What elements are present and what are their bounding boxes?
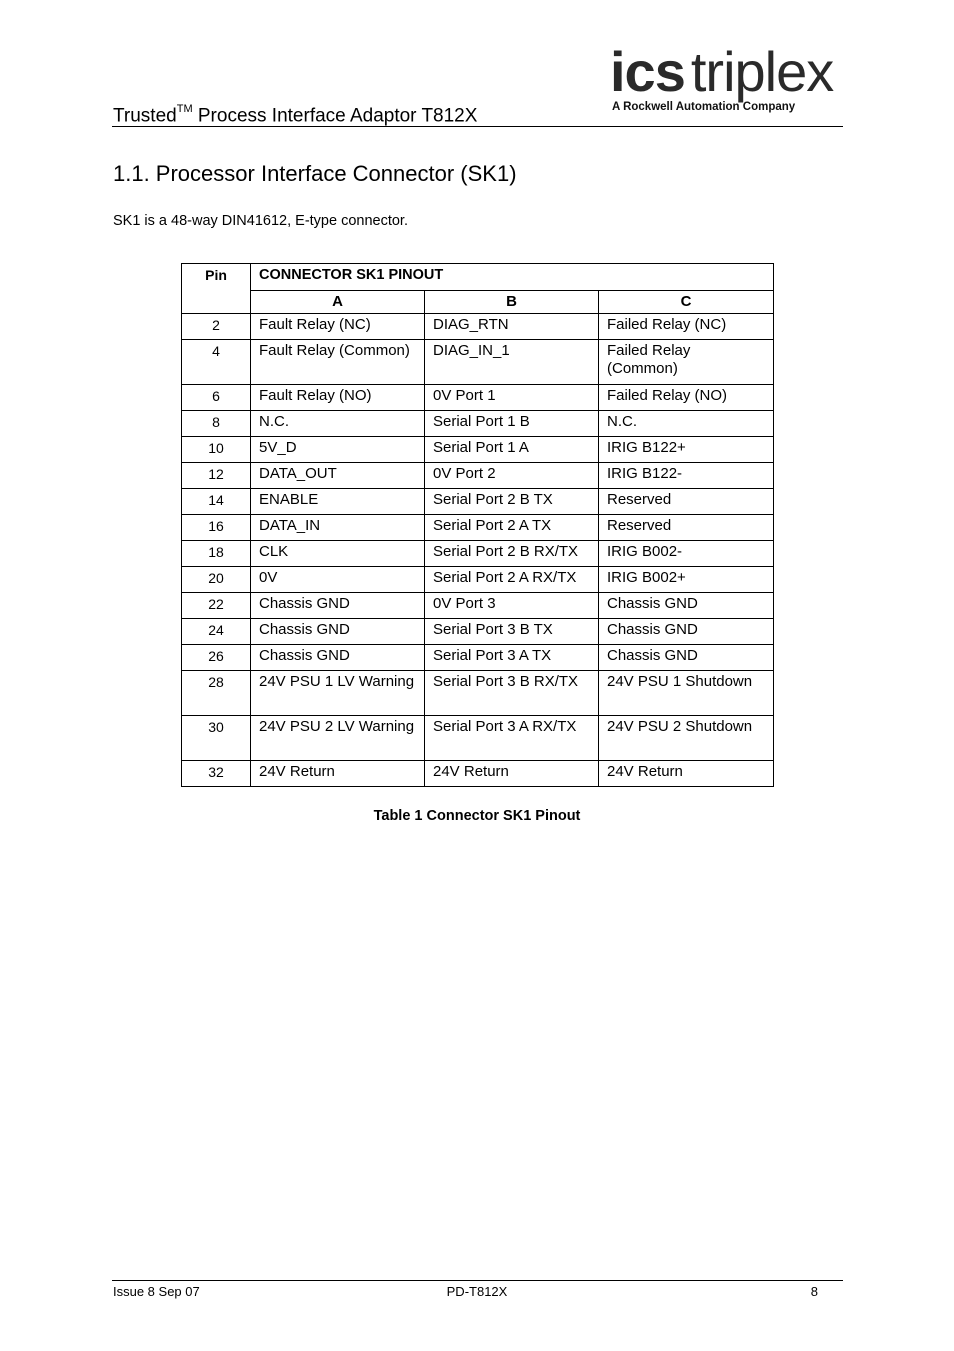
column-b-cell: DIAG_IN_1 — [425, 340, 599, 385]
column-c-cell: Reserved — [599, 489, 774, 515]
column-b-cell: Serial Port 2 A TX — [425, 515, 599, 541]
column-a-cell: DATA_IN — [251, 515, 425, 541]
column-b-cell: Serial Port 3 A TX — [425, 645, 599, 671]
pin-cell: 30 — [182, 716, 251, 761]
column-b-cell: Serial Port 3 B TX — [425, 619, 599, 645]
column-a-cell: 24V PSU 2 LV Warning — [251, 716, 425, 761]
pin-cell: 28 — [182, 671, 251, 716]
column-a-cell: Chassis GND — [251, 619, 425, 645]
table-caption: Table 1 Connector SK1 Pinout — [373, 808, 581, 824]
pin-cell: 12 — [182, 463, 251, 489]
company-logo — [610, 42, 842, 120]
column-c-cell: 24V PSU 1 Shutdown — [599, 671, 774, 716]
column-b-cell: Serial Port 3 B RX/TX — [425, 671, 599, 716]
column-c-cell: Failed Relay (Common) — [599, 340, 774, 385]
table-row — [182, 619, 774, 645]
pin-cell: 6 — [182, 385, 251, 411]
column-a-cell: 24V PSU 1 LV Warning — [251, 671, 425, 716]
title-suffix: Process Interface Adaptor T812X — [192, 105, 478, 127]
logo-triplex: triplex — [690, 40, 834, 103]
column-b-header: B — [425, 291, 599, 314]
column-b-cell: Serial Port 2 B RX/TX — [425, 541, 599, 567]
table-row — [182, 314, 774, 340]
pin-cell: 22 — [182, 593, 251, 619]
column-c-header: C — [599, 291, 774, 314]
trademark-superscript: TM — [176, 103, 193, 115]
column-a-cell: 5V_D — [251, 437, 425, 463]
column-a-cell: 24V Return — [251, 761, 425, 787]
pin-cell: 16 — [182, 515, 251, 541]
column-c-cell: Failed Relay (NO) — [599, 385, 774, 411]
pin-cell: 32 — [182, 761, 251, 787]
column-a-cell: CLK — [251, 541, 425, 567]
footer-divider — [112, 1280, 843, 1281]
column-b-cell: 24V Return — [425, 761, 599, 787]
table-row — [182, 567, 774, 593]
table-row — [182, 761, 774, 787]
column-c-cell: 24V PSU 2 Shutdown — [599, 716, 774, 761]
table-row — [182, 340, 774, 385]
pin-cell: 24 — [182, 619, 251, 645]
logo-tagline: A Rockwell Automation Company — [612, 101, 796, 113]
column-b-cell: 0V Port 1 — [425, 385, 599, 411]
column-c-cell: Chassis GND — [599, 619, 774, 645]
table-row — [182, 489, 774, 515]
table-row — [182, 463, 774, 489]
column-c-cell: IRIG B122+ — [599, 437, 774, 463]
column-c-cell: IRIG B002+ — [599, 567, 774, 593]
column-c-cell: IRIG B122- — [599, 463, 774, 489]
pin-cell: 10 — [182, 437, 251, 463]
table-row — [182, 671, 774, 716]
pin-cell: 14 — [182, 489, 251, 515]
table-row — [182, 541, 774, 567]
pin-cell: 20 — [182, 567, 251, 593]
column-b-cell: Serial Port 1 A — [425, 437, 599, 463]
table-row — [182, 437, 774, 463]
column-c-cell: IRIG B002- — [599, 541, 774, 567]
column-a-cell: DATA_OUT — [251, 463, 425, 489]
column-a-cell: Fault Relay (NC) — [251, 314, 425, 340]
column-c-cell: Chassis GND — [599, 645, 774, 671]
pinout-table — [181, 263, 774, 787]
column-c-cell: N.C. — [599, 411, 774, 437]
column-a-cell: Chassis GND — [251, 645, 425, 671]
table-row — [182, 716, 774, 761]
column-b-cell: 0V Port 3 — [425, 593, 599, 619]
table-row — [182, 385, 774, 411]
intro-paragraph: SK1 is a 48-way DIN41612, E-type connector. — [113, 213, 408, 229]
pin-cell: 4 — [182, 340, 251, 385]
footer-page-number: 8 — [810, 1284, 818, 1299]
footer-issue: Issue 8 Sep 07 — [113, 1284, 200, 1299]
column-b-cell: DIAG_RTN — [425, 314, 599, 340]
column-a-cell: Fault Relay (Common) — [251, 340, 425, 385]
column-a-header: A — [251, 291, 425, 314]
title-prefix: Trusted — [113, 105, 177, 127]
table-row — [182, 645, 774, 671]
column-c-cell: Failed Relay (NC) — [599, 314, 774, 340]
section-heading: 1.1. Processor Interface Connector (SK1) — [113, 161, 517, 186]
pinout-table-body — [182, 314, 774, 787]
column-a-cell: Chassis GND — [251, 593, 425, 619]
connector-group-header: CONNECTOR SK1 PINOUT — [251, 264, 774, 291]
column-b-cell: Serial Port 1 B — [425, 411, 599, 437]
column-c-cell: 24V Return — [599, 761, 774, 787]
table-row — [182, 411, 774, 437]
pin-cell: 26 — [182, 645, 251, 671]
pin-cell: 2 — [182, 314, 251, 340]
header-divider — [112, 126, 843, 127]
pin-column-header: Pin — [182, 264, 251, 314]
column-a-cell: Fault Relay (NO) — [251, 385, 425, 411]
pin-cell: 18 — [182, 541, 251, 567]
pin-cell: 8 — [182, 411, 251, 437]
logo-wordmark — [610, 42, 833, 102]
table-row — [182, 515, 774, 541]
column-c-cell: Reserved — [599, 515, 774, 541]
column-b-cell: Serial Port 2 A RX/TX — [425, 567, 599, 593]
footer-doc-id: PD-T812X — [446, 1284, 508, 1299]
logo-ics: ics — [610, 40, 685, 103]
column-a-cell: 0V — [251, 567, 425, 593]
column-a-cell: ENABLE — [251, 489, 425, 515]
column-b-cell: Serial Port 2 B TX — [425, 489, 599, 515]
column-a-cell: N.C. — [251, 411, 425, 437]
column-b-cell: Serial Port 3 A RX/TX — [425, 716, 599, 761]
table-row — [182, 593, 774, 619]
document-title — [113, 98, 477, 129]
column-c-cell: Chassis GND — [599, 593, 774, 619]
column-b-cell: 0V Port 2 — [425, 463, 599, 489]
